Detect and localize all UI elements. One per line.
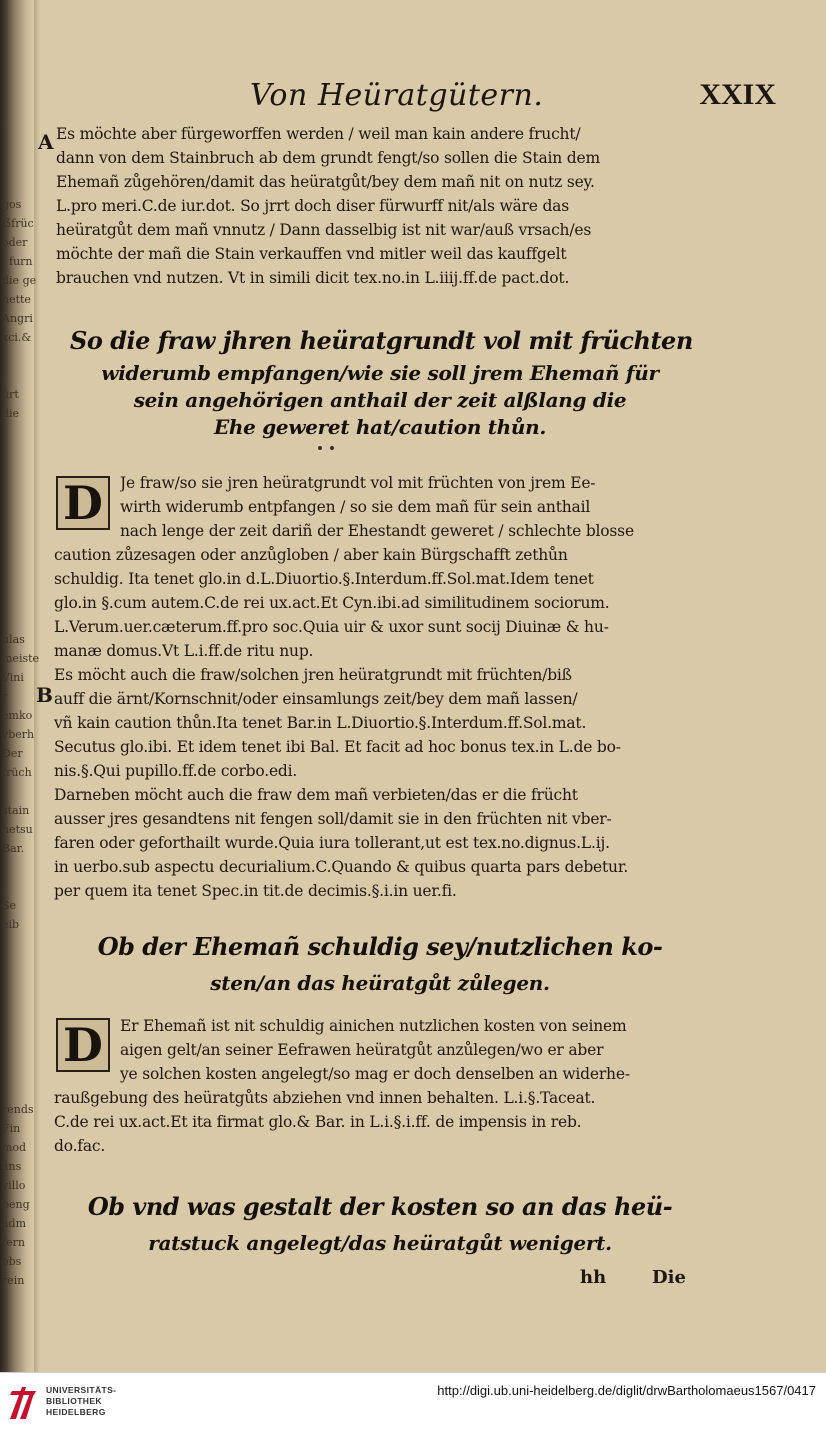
text-line: wirth widerumb entpfangen / so sie dem mañ für sein anthail	[120, 498, 591, 516]
text-line: dann von dem Stainbruch ab dem grundt fengt/so sollen die Stain dem	[56, 149, 600, 167]
facing-page-fragment: die ge	[2, 274, 37, 287]
text-line: aigen gelt/an seiner Eefrawen heüratgůt anzůlegen/wo er aber	[120, 1041, 604, 1059]
facing-page-fragment: ans	[2, 1160, 22, 1173]
ornament-dot	[330, 446, 334, 450]
facing-page-fragment: die	[2, 407, 20, 420]
section-3-indented-text	[120, 1014, 694, 1086]
text-line: caution zůzesagen oder anzůgloben / aber kain Bürgschafft zethůn	[54, 546, 568, 564]
library-logo-icon	[8, 1381, 40, 1421]
heading-1	[70, 322, 693, 441]
facing-page-fragment: fern	[2, 1236, 25, 1249]
heading-2	[70, 928, 690, 1000]
facing-page-fragment: ulas	[2, 633, 25, 646]
drop-cap-d: D	[56, 476, 110, 530]
margin-letter-b: B	[36, 683, 53, 707]
text-line: Je fraw/so sie jren heüratgrundt vol mit früchten von jrem Ee-	[120, 474, 596, 492]
facing-page-fragment: ürt	[2, 388, 19, 401]
text-line: Es möcht auch die fraw/solchen jren heüratgrundt mit früchten/biß	[54, 666, 572, 684]
facing-page-fragment: ẞfrüc	[2, 217, 34, 230]
facing-page-fragment: beng	[2, 1198, 30, 1211]
heading-3-line-2: ratstuck angelegt/das heüratgůt wenigert.	[148, 1231, 612, 1255]
text-line: Ehemañ zůgehören/damit das heüratgůt/bey dem mañ nit on nutz sey.	[56, 173, 595, 191]
facing-page-fragment: xci.&	[2, 331, 32, 344]
facing-page-fragment: gos	[2, 198, 22, 211]
text-line: Secutus glo.ibi. Et idem tenet ibi Bal. Et facit ad hoc bonus tex.in L.de bo-	[54, 738, 621, 756]
facing-page-fragment	[2, 877, 39, 896]
section-3-text	[54, 1086, 694, 1158]
facing-page-fragment: Bar.	[2, 842, 25, 855]
heading-1-line-4: Ehe geweret hat/caution thůn.	[213, 415, 547, 439]
ornament-dot	[318, 446, 322, 450]
facing-page-fragments-upper	[2, 195, 36, 423]
viewer-footer	[0, 1372, 826, 1432]
text-line: heüratgůt dem mañ vnnutz / Dann dasselbig ist nit war/auß vrsach/es	[56, 221, 592, 239]
heading-2-line-2: sten/an das heüratgůt zůlegen.	[210, 971, 550, 995]
facing-page-fragment: eib	[2, 918, 20, 931]
facing-page-fragment: villo	[2, 1179, 26, 1192]
text-line: möchte der mañ die Stain verkauffen vnd mitler weil das kauffgelt	[56, 245, 567, 263]
text-line: nis.§.Qui pupillo.ff.de corbo.edi.	[54, 762, 298, 780]
facing-page-fragment	[2, 366, 36, 385]
facing-page-fragment	[2, 782, 39, 801]
facing-page-fragments-bottom	[2, 1100, 34, 1290]
facing-page-fragment: rends	[2, 1103, 34, 1116]
library-name-line-1: UNIVERSITÄTS-	[46, 1385, 117, 1395]
facing-page-fragment: oder	[2, 236, 28, 249]
facing-page-fragment: rein	[2, 1274, 25, 1287]
heading-1-line-3: sein angehörigen anthail der zeit alßlang die	[133, 388, 627, 412]
library-name-line-2: BIBLIOTHEK	[46, 1396, 102, 1406]
facing-page-fragment: hetsu	[2, 823, 33, 836]
facing-page-fragment: adm	[2, 1217, 27, 1230]
text-line: L.pro meri.C.de iur.dot. So jrrt doch diser fürwurff nit/als wäre das	[56, 197, 569, 215]
facing-page-fragment: stain	[2, 804, 30, 817]
section-2-text	[54, 543, 694, 903]
running-head	[250, 78, 786, 118]
text-line: L.Verum.uer.cæterum.ff.pro soc.Quia uir & uxor sunt socij Diuinæ & hu-	[54, 618, 609, 636]
catchword: Die	[652, 1267, 686, 1288]
facing-page-fragment: früch	[2, 766, 32, 779]
facing-page-fragment	[2, 347, 36, 366]
running-title: Von Heüratgütern.	[250, 78, 544, 113]
facing-page-fragment: Fin	[2, 1122, 21, 1135]
folio-number: XXIX	[699, 78, 776, 111]
facing-page-fragment: Angri	[2, 312, 33, 325]
text-line: in uerbo.sub aspectu decurialium.C.Quando & quibus quarta pars debetur.	[54, 858, 629, 876]
heading-1-line-1: So die fraw jhren heüratgrundt vol mit früchten	[70, 326, 693, 355]
facing-page-fragment: hette	[2, 293, 31, 306]
facing-page-fragments-lower	[2, 630, 39, 934]
text-line: ausser jres gesandtens nit fengen soll/damit sie in den früchten nit vber-	[54, 810, 612, 828]
text-line: schuldig. Ita tenet glo.in d.L.Diuortio.§.Interdum.ff.Sol.mat.Idem tenet	[54, 570, 594, 588]
facing-page-fragment: vberh	[2, 728, 35, 741]
facing-page-fragment: obs	[2, 1255, 22, 1268]
library-name	[46, 1385, 116, 1418]
signature-mark: hh	[580, 1267, 607, 1288]
text-line: glo.in §.cum autem.C.de rei ux.act.Et Cyn.ibi.ad similitudinem sociorum.	[54, 594, 610, 612]
heading-3	[70, 1188, 690, 1260]
section-2-indented-text	[120, 471, 694, 543]
drop-cap-d-2: D	[56, 1018, 110, 1072]
text-line: manæ domus.Vt L.i.ff.de ritu nup.	[54, 642, 314, 660]
section-1-text	[56, 122, 696, 290]
facing-page-fragment	[2, 858, 39, 877]
facing-page-fragment: emko	[2, 709, 33, 722]
margin-letter-a: A	[38, 130, 54, 154]
text-line: faren oder geforthailt wurde.Quia iura tollerant,ut est tex.no.dignus.L.ij.	[54, 834, 610, 852]
text-line: per quem ita tenet Spec.in tit.de decimis.§.i.in uer.fi.	[54, 882, 457, 900]
heading-1-line-2: widerumb empfangen/wie sie soll jrem Ehemañ für	[101, 361, 659, 385]
facing-page-fragment: Se	[2, 899, 17, 912]
heading-2-line-1: Ob der Ehemañ schuldig sey/nutzlichen ko-	[97, 932, 663, 961]
text-line: C.de rei ux.act.Et ita firmat glo.& Bar. in L.i.§.i.ff. de impensis in reb.	[54, 1113, 582, 1131]
library-name-line-3: HEIDELBERG	[46, 1407, 106, 1417]
text-line: auff die ärnt/Kornschnit/oder einsamlungs zeit/bey dem mañ lassen/	[54, 690, 578, 708]
text-line: ye solchen kosten angelegt/so mag er doch denselben an widerhe-	[120, 1065, 630, 1083]
text-line: vñ kain caution thůn.Ita tenet Bar.in L.Diuortio.§.Interdum.ff.Sol.mat.	[54, 714, 587, 732]
facing-page-fragment: Vini	[2, 671, 24, 684]
text-line: Es möchte aber fürgeworffen werden / weil man kain andere frucht/	[56, 125, 581, 143]
facing-page-fragment: r	[2, 690, 8, 703]
facing-page-fragment: mod	[2, 1141, 27, 1154]
text-line: Darneben möcht auch die fraw dem mañ verbieten/das er die frücht	[54, 786, 578, 804]
text-line: raußgebung des heüratgůts abziehen vnd innen behalten. L.i.§.Taceat.	[54, 1089, 596, 1107]
heading-3-line-1: Ob vnd was gestalt der kosten so an das heü-	[87, 1192, 673, 1221]
facing-page-fragment: meiste	[2, 652, 40, 665]
text-line: brauchen vnd nutzen. Vt in simili dicit tex.no.in L.iiij.ff.de pact.dot.	[56, 269, 570, 287]
facing-page-fragment: l furn	[2, 255, 33, 268]
permalink-url[interactable]: http://digi.ub.uni-heidelberg.de/diglit/drwBartholomaeus1567/0417	[437, 1383, 816, 1398]
facing-page-fragment: Der	[2, 747, 23, 760]
text-line: Er Ehemañ ist nit schuldig ainichen nutzlichen kosten von seinem	[120, 1017, 627, 1035]
text-line: do.fac.	[54, 1137, 106, 1155]
text-line: nach lenge der zeit dariñ der Ehestandt geweret / schlechte blosse	[120, 522, 634, 540]
